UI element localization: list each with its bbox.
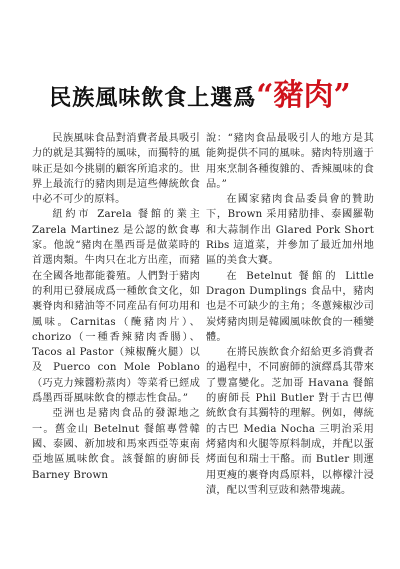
right-paragraph-1: 說：“豬肉食品最吸引人的地方是其能夠提供不同的風味。豬肉特別適于用來烹制各種復雜的、香辣風味的食品。” [206,133,374,190]
right-paragraph-3: 在 Betelnut 餐館的 Little Dragon Dumplings 食品中，豬肉也是不可缺少的主角；冬蔥辣椒沙司炭烤豬肉則是韓國風味飲食的一種變體。 [206,270,374,343]
left-paragraph-2: 紐約市 Zarela 餐館的業主 Zarela Martinez 是公認的飲食專家。他說“豬肉在墨西哥是做菜時的首選肉類。牛肉只在北方出産，而豬在全國各地都能養殖。人們對于豬肉的利用已發展成爲一種飲食文化，如裹脊肉和豬油等不同産品有何功用和風味。Carnitas（醃豬肉片）、chorizo（一種香辣豬肉香腸）、Tacos al Pastor（辣椒醃火腿）以及 Puerco con Mole Poblano（巧克力辣醬粉蒸肉）等菜肴已經成爲墨西哥風味飲食的標志性食品。” [32,209,200,405]
right-paragraph-4: 在將民族飲食介紹給更多消費者的過程中，不同廚師的演繹爲其帶來了豐富變化。芝加哥 Havana 餐館的廚師長 Phil Butler 對于古巴傳統飲食有其獨特的理解。例如，傳統的古巴 Media Nocha 三明治采用烤豬肉和火腿等原料制成，并配以蛋烤面包和瑞士干酪。而 Butler 則運用更瘦的裹脊肉爲原料，以檸檬汁浸漬，配以雪利豆豉和熱帶塊蔬。 [206,347,374,496]
left-paragraph-3: 亞洲也是豬肉食品的發源地之一。舊金山 Betelnut 餐館專營韓國、泰國、新加坡和馬來西亞等東南亞地區風味飲食。該餐館的廚師長 Barney Brown [32,408,200,481]
headline [0,70,400,114]
left-column [32,131,200,483]
headline-highlight: “豬肉” [256,78,351,113]
right-paragraph-2: 在國家豬肉食品委員會的贊助下，Brown 采用豬肋排、泰國羅勒和大蒜制作出 Glared Pork Short Ribs 這道菜，并參加了最近加州地區的美食大賽。 [206,194,374,267]
right-column [206,131,374,498]
left-paragraph-1: 民族風味食品對消費者最具吸引力的就是其獨特的風味，而獨特的風味正是如今挑剔的顧客所追求的。世界上最流行的豬肉則是這些傳統飲食中必不可少的原料。 [32,133,200,206]
headline-main: 民族風味飲食上選爲 [49,86,257,111]
